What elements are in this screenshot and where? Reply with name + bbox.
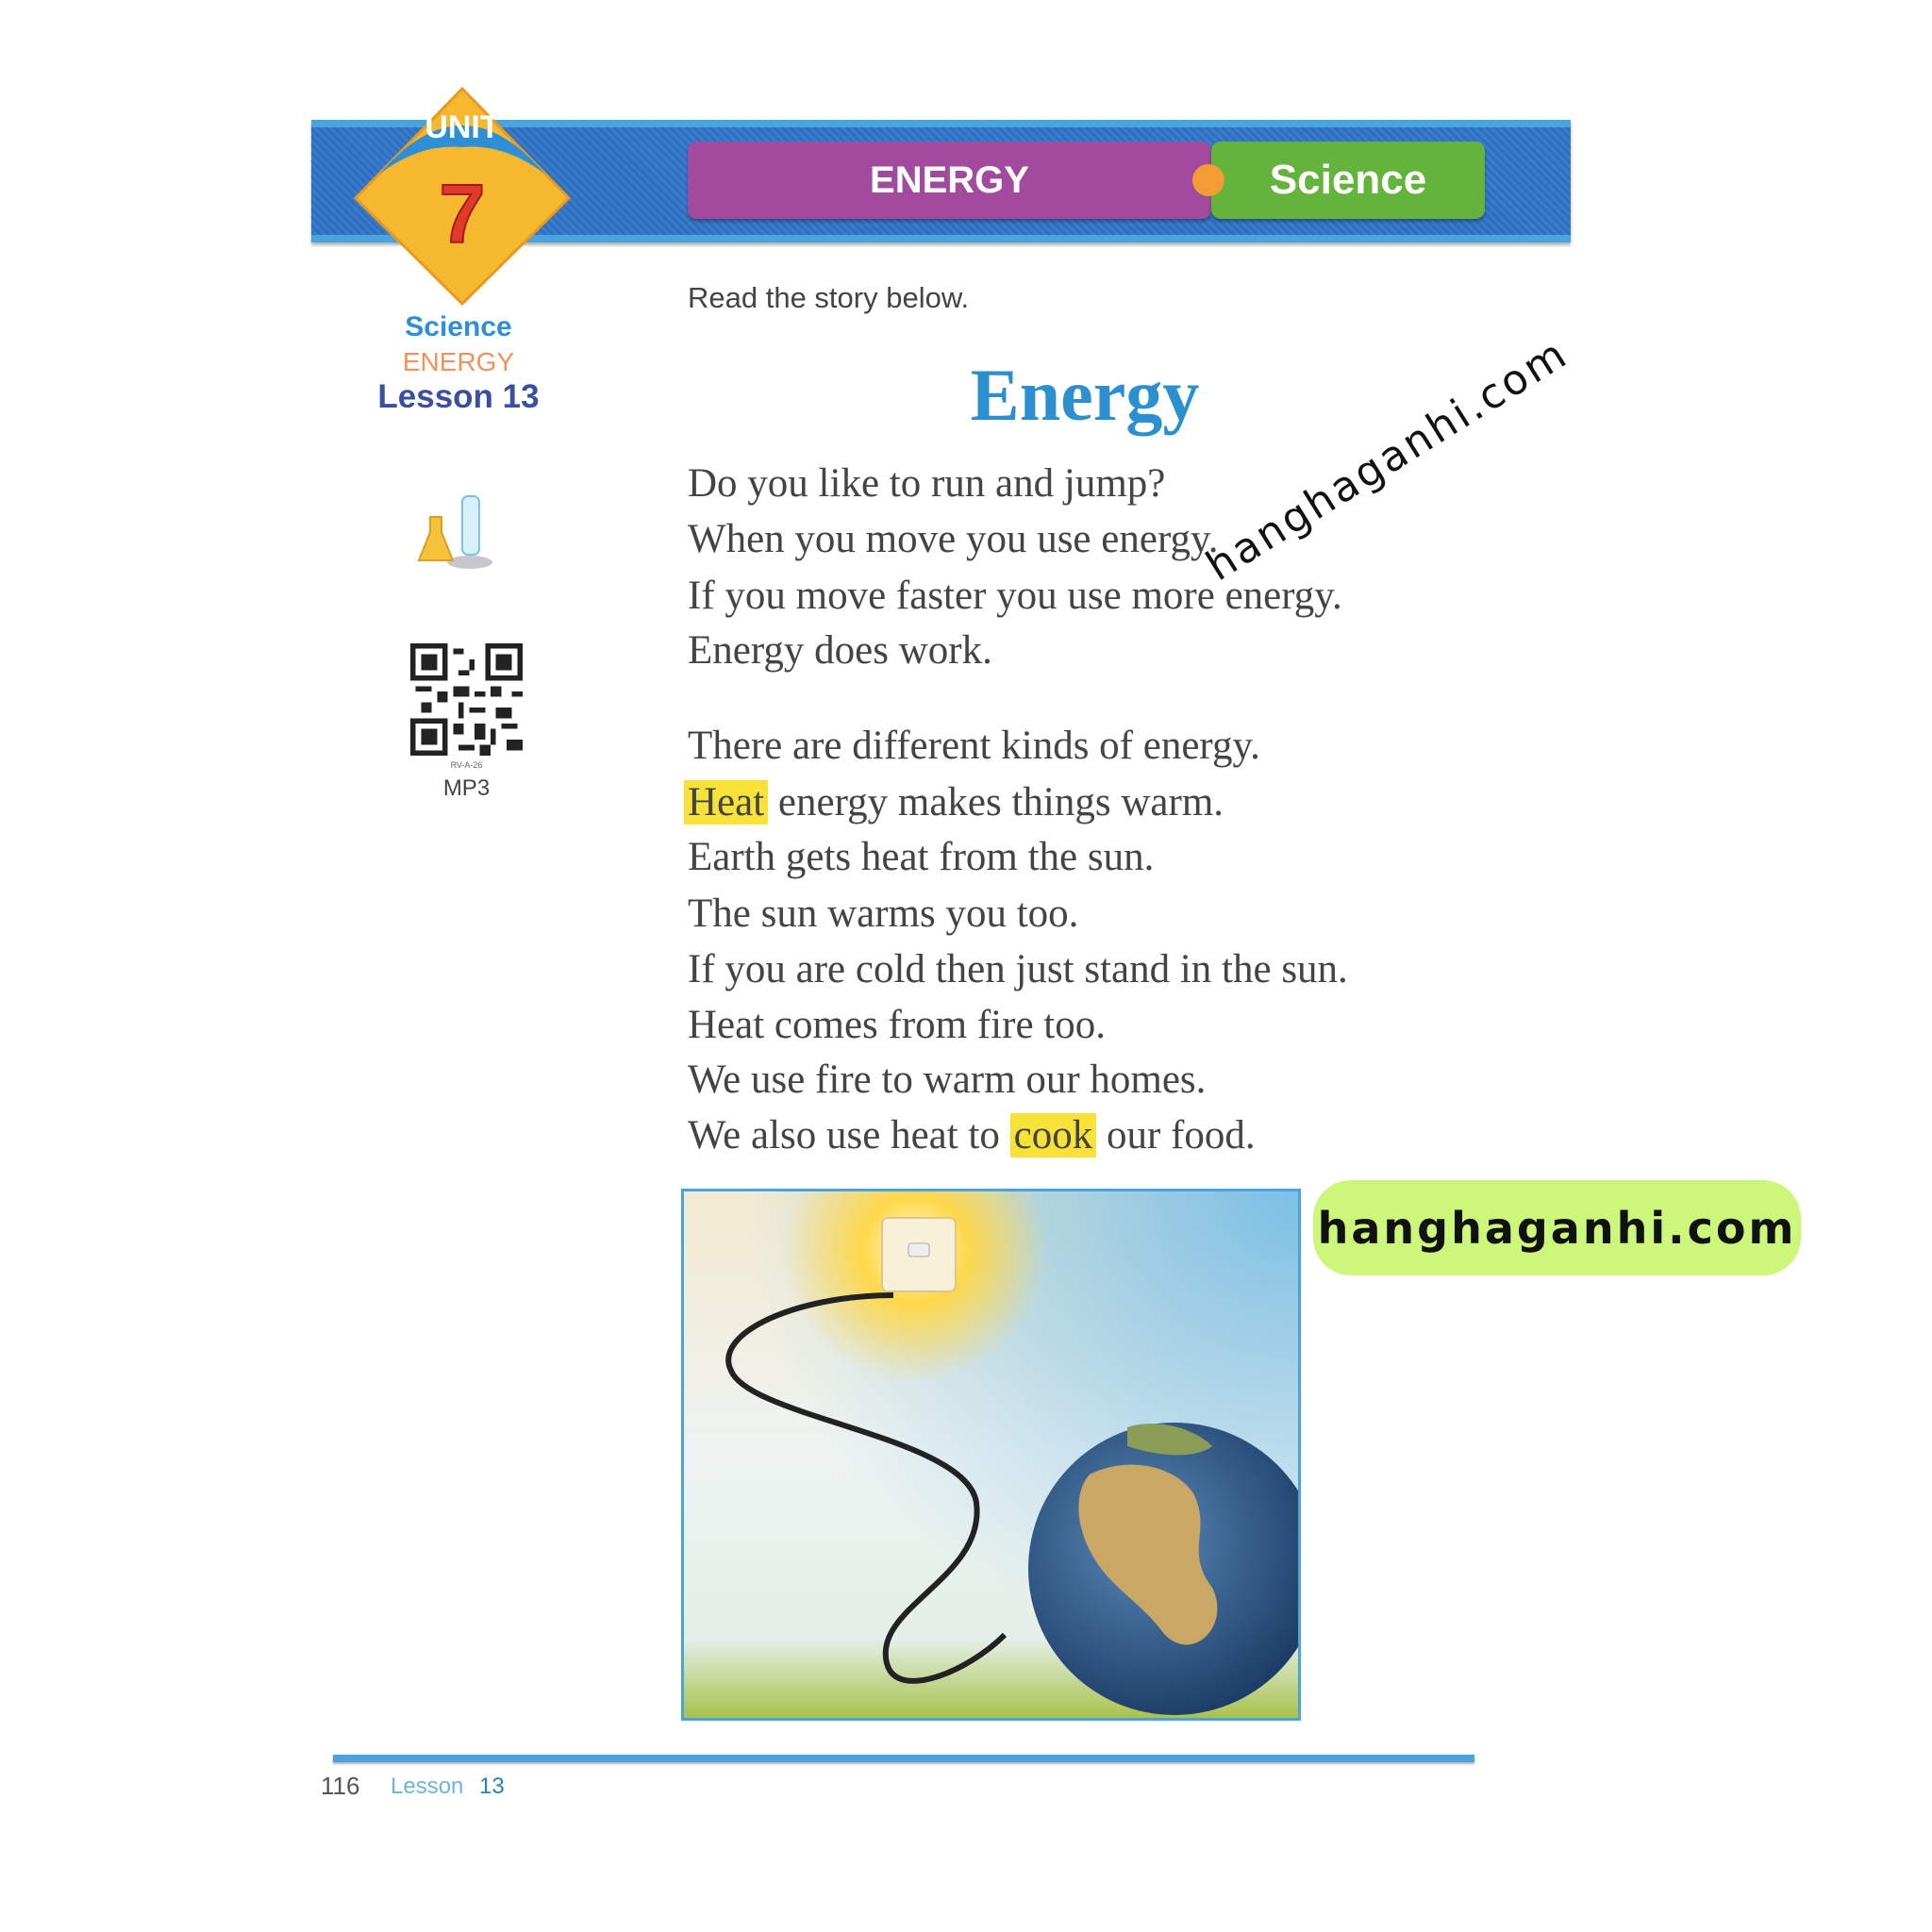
footer-divider xyxy=(333,1755,1474,1762)
highlighted-word: Heat xyxy=(684,780,768,824)
story-line: We use fire to warm our homes. xyxy=(688,1058,1207,1102)
page-number: 116 xyxy=(321,1772,360,1800)
footer-lesson-word: Lesson xyxy=(391,1774,464,1799)
line-text: our food. xyxy=(1096,1113,1256,1158)
topic-banner: ENERGY xyxy=(688,142,1211,219)
story-line: The sun warms you too. xyxy=(688,891,1079,936)
energy-illustration xyxy=(681,1189,1301,1721)
story-title: Energy xyxy=(970,354,1200,436)
watermark-pill: hanghaganhi.com xyxy=(1313,1180,1801,1275)
story-line: When you move you use energy. xyxy=(688,517,1219,561)
lab-beaker-icon xyxy=(415,483,502,573)
story-line: There are different kinds of energy. xyxy=(688,724,1260,768)
story-line: Energy does work. xyxy=(688,628,992,673)
story-line: If you move faster you use more energy. xyxy=(688,574,1342,618)
watermark-diagonal: hanghaganhi.com xyxy=(1198,328,1577,591)
footer-lesson-number: 13 xyxy=(479,1774,505,1799)
qr-code[interactable] xyxy=(410,643,523,756)
story-line: If you are cold then just stand in the sun. xyxy=(688,947,1348,991)
unit-label: UNIT xyxy=(425,109,500,145)
sidebar-subject: Science xyxy=(405,311,512,342)
highlighted-word: cook xyxy=(1010,1113,1097,1158)
sidebar-topic: ENERGY xyxy=(402,347,515,376)
story-line xyxy=(684,776,1224,829)
banner-dot xyxy=(1192,164,1224,196)
line-text: We also use heat to xyxy=(688,1113,1010,1158)
mp3-label[interactable]: MP3 xyxy=(442,775,491,801)
story-line xyxy=(688,1109,1256,1162)
unit-number: 7 xyxy=(439,167,486,260)
qr-code-id: RV-A-26 xyxy=(450,760,483,770)
story-line: Do you like to run and jump? xyxy=(688,461,1166,506)
story-line: Heat comes from fire too. xyxy=(688,1003,1106,1047)
line-text: energy makes things warm. xyxy=(768,780,1224,824)
story-line: Earth gets heat from the sun. xyxy=(688,835,1155,879)
unit-badge xyxy=(354,87,571,306)
sidebar-lesson: Lesson 13 xyxy=(377,378,540,415)
instruction-text: Read the story below. xyxy=(688,281,970,314)
subject-banner: Science xyxy=(1211,142,1485,219)
